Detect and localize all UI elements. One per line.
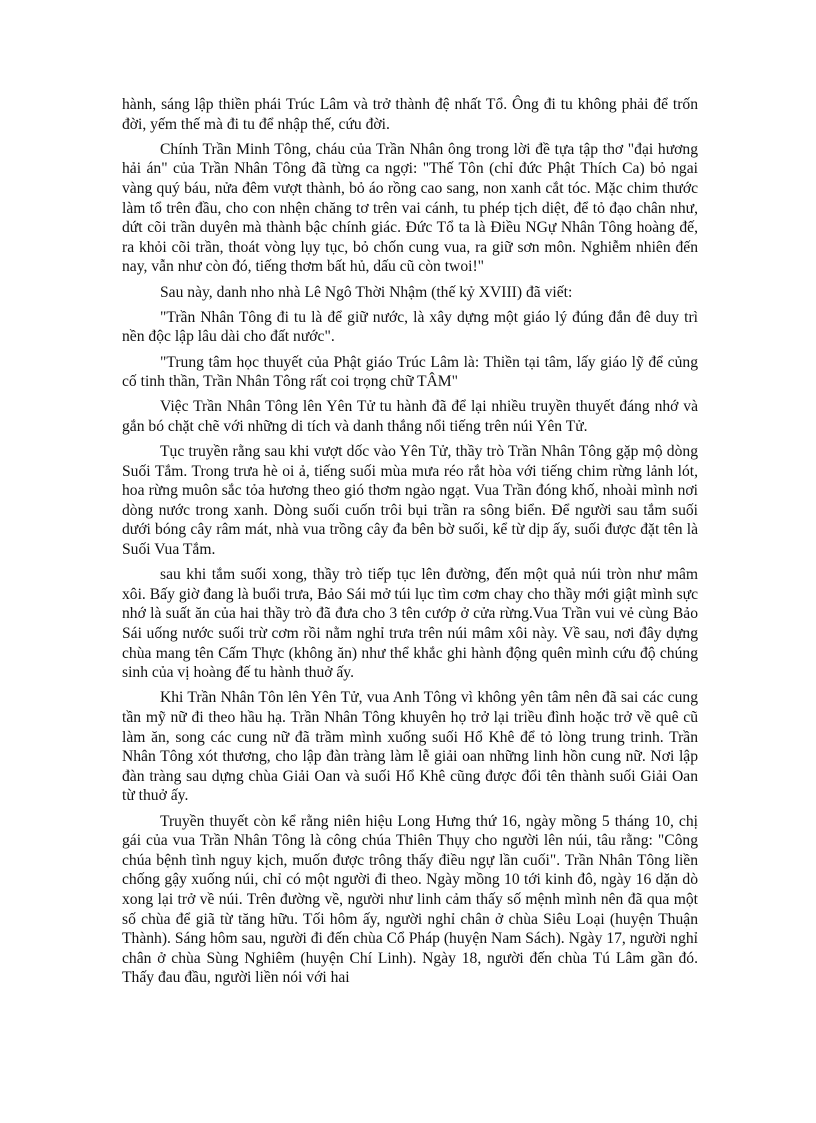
paragraph-giai-oan-legend: Khi Trần Nhân Tôn lên Yên Tử, vua Anh Tông vì không yên tâm nên đã sai các cung tần mỹ nữ đi theo hầu hạ. Trần Nhân Tông khuyên họ trở lại triều đình hoặc trở về quê cũ làm ăn, song các cung nữ đã trầm mình xuống suối Hổ Khê để tỏ lòng trung trinh. Trần Nhân Tông xót thương, cho lập đàn tràng làm lễ giải oan những linh hồn cung nữ. Nơi lập đàn tràng sau dựng chùa Giải Oan và suối Hổ Khê cũng được đổi tên thành suối Giải Oan từ thuở ấy. [122, 689, 698, 805]
paragraph-quote-truc-lam: "Trung tâm học thuyết của Phật giáo Trúc Lâm là: Thiền tại tâm, lấy giáo lỹ để củng cố tinh thần, Trần Nhân Tông rất coi trọng chữ TÂM" [122, 353, 698, 391]
paragraph-legends-intro: Việc Trần Nhân Tông lên Yên Tử tu hành đã để lại nhiều truyền thuyết đáng nhớ và gắn bó chặt chẽ với những di tích và danh thắng nổi tiếng trên núi Yên Tử. [122, 398, 698, 435]
paragraph-quote-giu-nuoc: "Trần Nhân Tông đi tu là để giữ nước, là xây dựng một giáo lý đúng đắn đê duy trì nền độc lập lâu dài cho đất nước". [122, 308, 698, 346]
paragraph-continuation: hành, sáng lập thiền phái Trúc Lâm và trở thành đệ nhất Tổ. Ông đi tu không phải để trốn đời, yếm thế mà đi tu để nhập thế, cứu đời. [122, 96, 698, 133]
paragraph-ngo-thoi-nham-intro: Sau này, danh nho nhà Lê Ngô Thời Nhậm (thế kỷ XVIII) đã viết: [160, 283, 573, 301]
page-body-text [122, 95, 698, 993]
paragraph-suoi-tam-legend: Tục truyền rằng sau khi vượt dốc vào Yên Tử, thầy trò Trần Nhân Tông gặp mộ dòng Suối Tắm. Trong trưa hè oi ả, tiếng suối mùa mưa réo rắt hòa với tiếng chim rừng lảnh lót, hoa rừng muôn sắc tỏa hương theo gió thơm ngào ngạt. Vua Trần đóng khố, nhoài mình nơi dòng nước trong xanh. Dòng suối cuốn trôi bụi trần ra sông biển. Để người sau tắm suối dưới bóng cây râm mát, nhà vua trồng cây đa bên bờ suối, kể từ dịp ấy, suối được đặt tên là Suối Vua Tắm. [122, 443, 698, 559]
paragraph-final-journey-legend: Truyền thuyết còn kể rằng niên hiệu Long Hưng thứ 16, ngày mồng 5 tháng 10, chị gái của vua Trần Nhân Tông là công chúa Thiên Thụy cho người lên núi, tâu rằng: "Công chúa bệnh tình nguy kịch, muốn được trông thấy điều ngự lần cuối". Trần Nhân Tông liền chống gậy xuống núi, chỉ có một người đi theo. Ngày mồng 10 tới kinh đô, ngày 16 dặn dò xong lại trở về núi. Trên đường về, người như linh cảm thấy số mệnh mình nên đã qua một số chùa để giã từ tăng hữu. Tối hôm ấy, người nghỉ chân ở chùa Siêu Loại (huyện Thuận Thành). Sáng hôm sau, người đi đến chùa Cổ Pháp (huyện Nam Sách). Ngày 17, người nghỉ chân ở chùa Sùng Nghiêm (huyện Chí Linh). Ngày 18, người đến chùa Tú Lâm gần đó. Thấy đau đầu, người liền nói với hai [122, 812, 698, 987]
paragraph-cam-thuc-legend: sau khi tắm suối xong, thầy trò tiếp tục lên đường, đến một quả núi tròn như mâm xôi. Bấy giờ đang là buổi trưa, Bảo Sái mở túi lục tìm cơm chay cho thầy mới giật mình sực nhớ là suất ăn của hai thầy trò đã đưa cho 3 tên cướp ở cửa rừng.Vua Trần vui vẻ cùng Bảo Sái uống nước suối trừ cơm rồi nằm nghỉ trưa trên núi mâm xôi này. Về sau, nơi đây dựng chùa mang tên Cấm Thực (không ăn) như thể khắc ghi hành động quên mình cứu độ chúng sinh của vị hoàng đế tu hành thuở ấy. [122, 566, 698, 682]
paragraph-minh-tong-quote: Chính Trần Minh Tông, cháu của Trần Nhân ông trong lời đề tựa tập thơ "đại hương hải án" của Trần Nhân Tông đã từng ca ngợi: "Thế Tôn (chỉ đức Phật Thích Ca) bỏ ngai vàng quý báu, nửa đêm vượt thành, bỏ áo rồng cao sang, non xanh cắt tóc. Mặc chim thước làm tổ trên đầu, cho con nhện chăng tơ trên vai cánh, tu phép tịch diệt, để tỏ đạo chân như, dứt cõi trần duyên mà thành bậc chính giác. Đức Tổ ta là Điều NGự Nhân Tông hoàng đế, ra khỏi cõi trần, thoát vòng lụy tục, bỏ chốn cung vua, ra giữ sơn môn. Nghiễm nhiên đến nay, vẫn như còn đó, tiếng thơm bất hủ, dấu cũ còn twoi!" [122, 140, 698, 276]
